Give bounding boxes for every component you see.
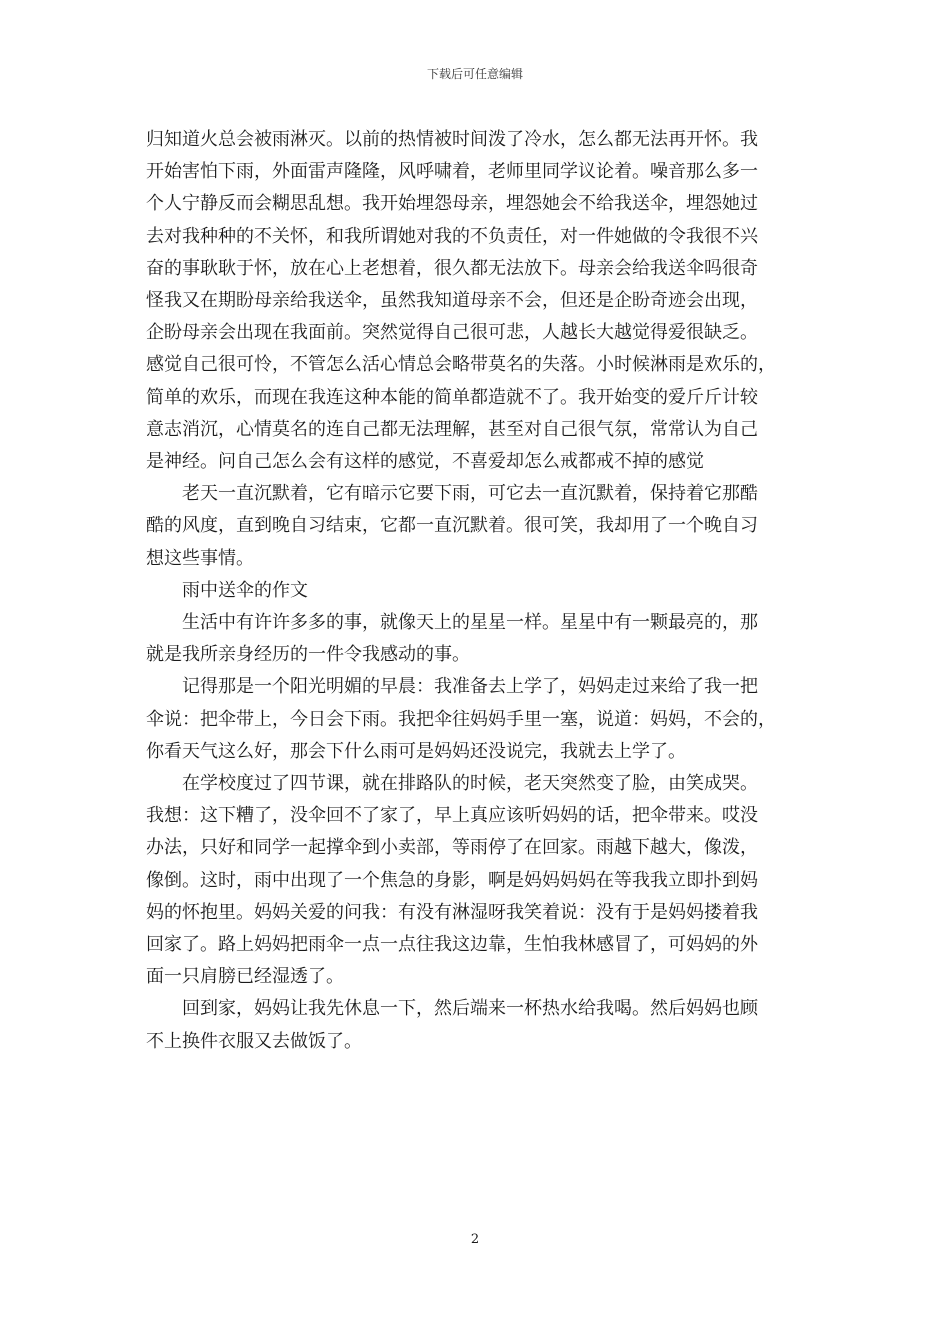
paragraph: 记得那是一个阳光明媚的早晨：我准备去上学了，妈妈走过来给了我一把 伞说：把伞带上，今日会下雨。我把伞往妈妈手里一塞，说道：妈妈，不会的， 你看天气这么好，那会下什么雨可是妈妈还没说完，我就去上学了。 <box>146 676 776 762</box>
paragraph: 回到家，妈妈让我先休息一下，然后端来一杯热水给我喝。然后妈妈也顾 不上换件衣服又去做饭了。 <box>146 998 758 1052</box>
page-header: 下载后可任意编辑 <box>426 67 523 81</box>
paragraph: 在学校度过了四节课，就在排路队的时候，老天突然变了脸，由笑成哭。 我想：这下糟了，没伞回不了家了，早上真应该听妈妈的话，把伞带来。哎没 办法，只好和同学一起撑伞到小卖部，等雨停了在回家。雨越下越大，像泼， 像倒。这时，雨中出现了一个焦急的身影，啊是妈妈妈妈在等我我立即扑到妈 妈的怀抱里。妈妈关爱的问我：有没有淋湿呀我笑着说：没有于是妈妈搂着我 回家了。路上妈妈把雨伞一点一点往我这边靠，生怕我林感冒了，可妈妈的外 面一只肩膀已经湿透了。 <box>146 773 758 988</box>
section-title: 雨中送伞的作文 <box>146 579 308 601</box>
paragraph: 生活中有许许多多的事，就像天上的星星一样。星星中有一颗最亮的，那 就是我所亲身经历的一件令我感动的事。 <box>146 612 758 666</box>
paragraph: 归知道火总会被雨淋灭。以前的热情被时间泼了冷水，怎么都无法再开怀。我 开始害怕下雨，外面雷声隆隆，风呼啸着，老师里同学议论着。噪音那么多一 个人宁静反而会糊思乱想。我开始埋怨母亲，埋怨她会不给我送伞，埋怨她过 去对我种种的不关怀，和我所谓她对我的不负责任，对一件她做的令我很不兴 奋的事耿耿于怀，放在心上老想着，很久都无法放下。母亲会给我送伞吗很奇 怪我又在期盼母亲给我送伞，虽然我知道母亲不会，但还是企盼奇迹会出现， 企盼母亲会出现在我面前。突然觉得自己很可悲，人越长大越觉得爱很缺乏。 感觉自己很可怜，不管怎么活心情总会略带莫名的失落。小时候淋雨是欢乐的， 简单的欢乐，而现在我连这种本能的简单都造就不了。我开始变的爱斤斤计较 意志消沉，心情莫名的连自己都无法理解，甚至对自己很气氛，常常认为自己 是神经。问自己怎么会有这样的感觉，不喜爱却怎么戒都戒不掉的感觉 <box>146 129 776 473</box>
document-body <box>146 124 810 1058</box>
page-number: 2 <box>470 1232 480 1247</box>
paragraph: 老天一直沉默着，它有暗示它要下雨，可它去一直沉默着，保持着它那酷 酷的风度，直到晚自习结束，它都一直沉默着。很可笑，我却用了一个晚自习 想这些事情。 <box>146 483 758 569</box>
